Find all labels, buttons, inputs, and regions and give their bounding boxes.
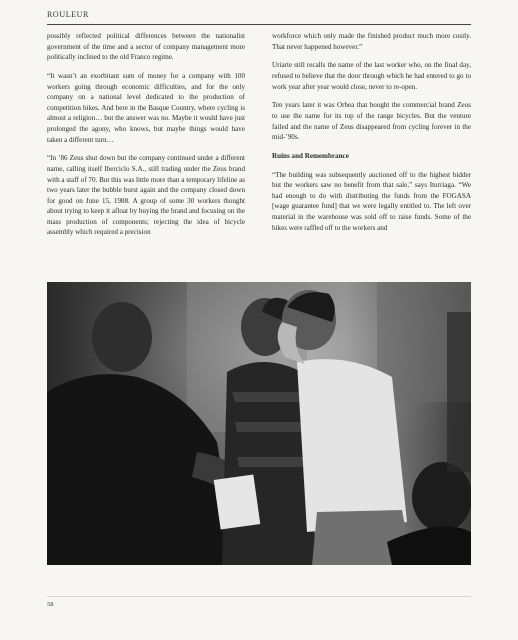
paragraph: possibly reflected political differences between the nationalist government of the time and a sector of company management more politically inclined to the old Franco regime. [47,32,245,62]
page-number: 58 [47,601,54,608]
section-subheading: Ruins and Remembrance [272,151,349,160]
paragraph: Uriarte still recalls the name of the last worker who, on the final day, refused to believe that the door through which he had entered to go to work year after year would close, never to re-open. [272,61,471,91]
paragraph: “In ’86 Zeus shut down but the company continued under a different name, calling itself Iberciclo S.A., still trading under the Zeus brand with a staff of 70. But this was little more than a temporary lifeline as two years later the bubble burst again and the company closed down for good on June 15, 1988. A group of some 30 workers thought about trying to keep it afloat by buying the brand and focusing on the mass production of components; rejecting the idea of bicycle assembly which required a precision [47,154,245,237]
header-divider [47,24,471,25]
paragraph: “It wasn’t an exorbitant sum of money for a company with 100 workers going through economic difficulties, and for the only company on a national level dedicated to the production of competition bikes. And here in the Basque Country, where cycling is almost a religion… but the answer was no. Maybe it would have just prolonged the agony, who knows, but maybe things would have taken a different turn… [47,71,245,144]
paragraph: Ten years later it was Orbea that bought the commercial brand Zeus to use the name for its top of the range bicycles. But the venture failed and the name of Zeus disappeared from cycling forever in the mid-’90s. [272,101,471,142]
magazine-title: ROULEUR [47,10,89,19]
black-white-photo [47,282,471,565]
footer-divider [47,596,471,597]
left-column [47,31,245,246]
paragraph: “The building was subsequently auctioned off to the highest bidder but the workers saw no benefit from that sale,” says Iturriaga. “We had enough to do with distributing the funds from the FOGASA [wage guarantee fund] that we were legally entitled to. The left over material in the warehouse was sold off to raise funds. Some of the bikes were raffled off to the workers and [272,170,471,232]
right-column [272,31,471,241]
paragraph: workforce which only made the finished product much more costly. That never happened however.” [272,32,471,51]
